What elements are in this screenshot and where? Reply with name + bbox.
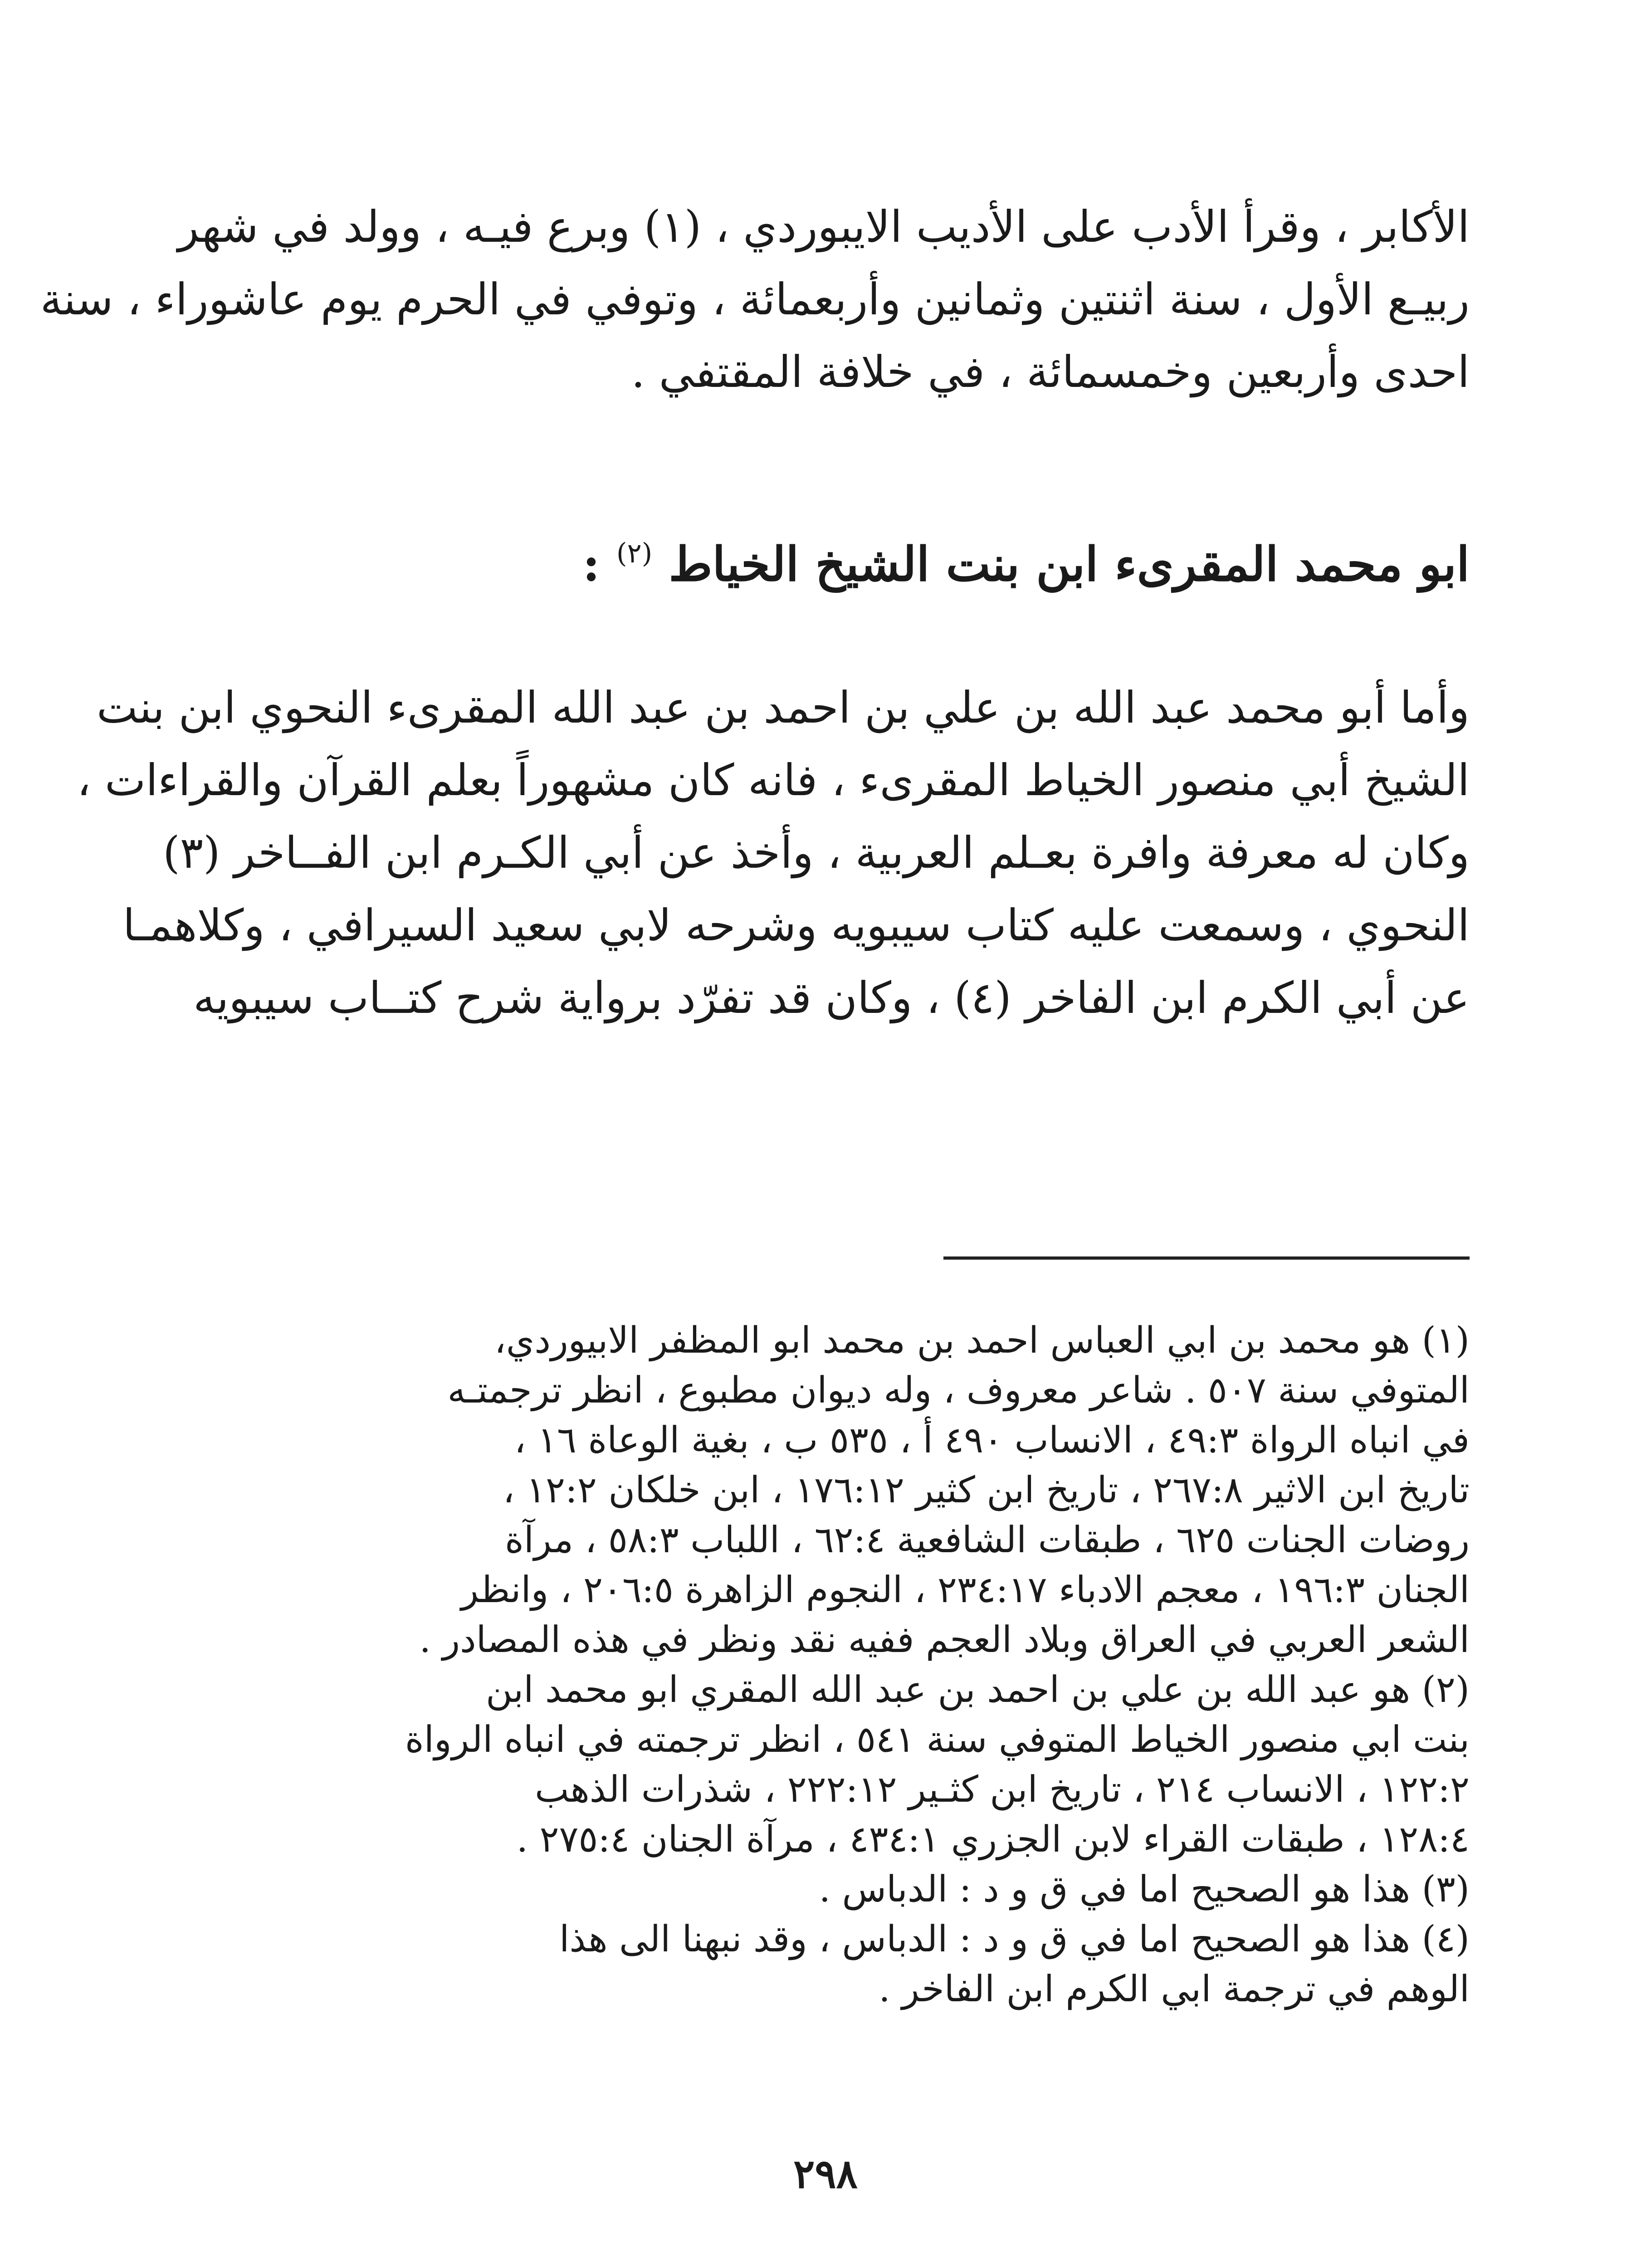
text-line: ربيـع الأول ، سنة اثنتين وثمانين وأربعمائة ، وتوفي في الحرم يوم عاشوراء ، سنة [40,274,1470,325]
text-line: الأكابر ، وقرأ الأدب على الأديب الايبوردي ، (١) وبرع فيـه ، وولد في شهر [177,201,1470,252]
paragraph-biography [77,671,1470,1043]
footnote-line: (٤) هذا هو الصحيح اما في ق و د : الدباس ، وقد نبهنا الى هذا [559,1918,1470,1960]
text-line: احدى وأربعين وخمسمائة ، في خلافة المقتفي . [631,347,1470,397]
text-line: النحوي ، وسمعت عليه كتاب سيبويه وشرحه لابي سعيد السيرافي ، وكلاهمـا [122,900,1470,951]
text-line: وأما أبو محمد عبد الله بن علي بن احمد بن عبد الله المقرىء النحوي ابن بنت [97,682,1470,733]
footnote-line: بنت ابي منصور الخياط المتوفي سنة ٥٤١ ، انظر ترجمته في انباه الرواة [405,1718,1470,1760]
section-heading [181,513,1470,605]
footnotes [181,1315,1470,2032]
page-number: ٢٩٨ [793,2150,858,2197]
footnote-line: الوهم في ترجمة ابي الكرم ابن الفاخر . [879,1968,1470,2010]
heading-text: ابو محمد المقرىء ابن بنت الشيخ الخياط [669,536,1470,592]
text-line: وكان له معرفة وافرة بعـلم العربية ، وأخذ عن أبي الكـرم ابن الفــاخر (٣) [163,827,1470,878]
footnote-ref: (٢) [616,538,653,569]
footnote-line: الجنان ١٩٦:٣ ، معجم الادباء ٢٣٤:١٧ ، النجوم الزاهرة ٢٠٦:٥ ، وانظر [461,1569,1470,1611]
footnote-separator [943,1256,1470,1260]
footnote-line: (١) هو محمد بن ابي العباس احمد بن محمد ابو المظفر الابيوردي، [494,1319,1470,1361]
paragraph-continuation [40,191,1470,408]
footnote-line: (٢) هو عبد الله بن علي بن احمد بن عبد الله المقري ابو محمد ابن [486,1668,1470,1711]
footnote-line: ١٢٨:٤ ، طبقات القراء لابن الجزري ٤٣٤:١ ، مرآة الجنان ٢٧٥:٤ . [516,1818,1470,1860]
text-line: الشيخ أبي منصور الخياط المقرىء ، فانه كان مشهوراً بعلم القرآن والقراءات ، [77,755,1470,806]
footnote-line: في انباه الرواة ٤٩:٣ ، الانساب ٤٩٠ أ ، ٥٣٥ ب ، بغية الوعاة ١٦ ، [514,1419,1470,1461]
heading-colon: : [582,536,600,592]
footnote-line: المتوفي سنة ٥٠٧ . شاعر معروف ، وله ديوان مطبوع ، انظر ترجمتـه [447,1369,1470,1411]
text-line: عن أبي الكرم ابن الفاخر (٤) ، وكان قد تفرّد برواية شرح كتــاب سيبويه [193,973,1470,1023]
footnote-line: تاريخ ابن الاثير ٢٦٧:٨ ، تاريخ ابن كثير ١٧٦:١٢ ، ابن خلكان ١٢:٢ ، [503,1469,1470,1511]
footnote-line: ١٢٢:٢ ، الانساب ٢١٤ ، تاريخ ابن كثـير ٢٢٢:١٢ ، شذرات الذهب [535,1768,1470,1810]
footnote-line: الشعر العربي في العراق وبلاد العجم ففيه نقد ونظر في هذه المصادر . [419,1618,1470,1661]
footnote-line: (٣) هذا هو الصحيح اما في ق و د : الدباس . [819,1868,1470,1910]
footnote-line: روضات الجنات ٦٢٥ ، طبقات الشافعية ٦٢:٤ ، اللباب ٥٨:٣ ، مرآة [505,1519,1470,1561]
